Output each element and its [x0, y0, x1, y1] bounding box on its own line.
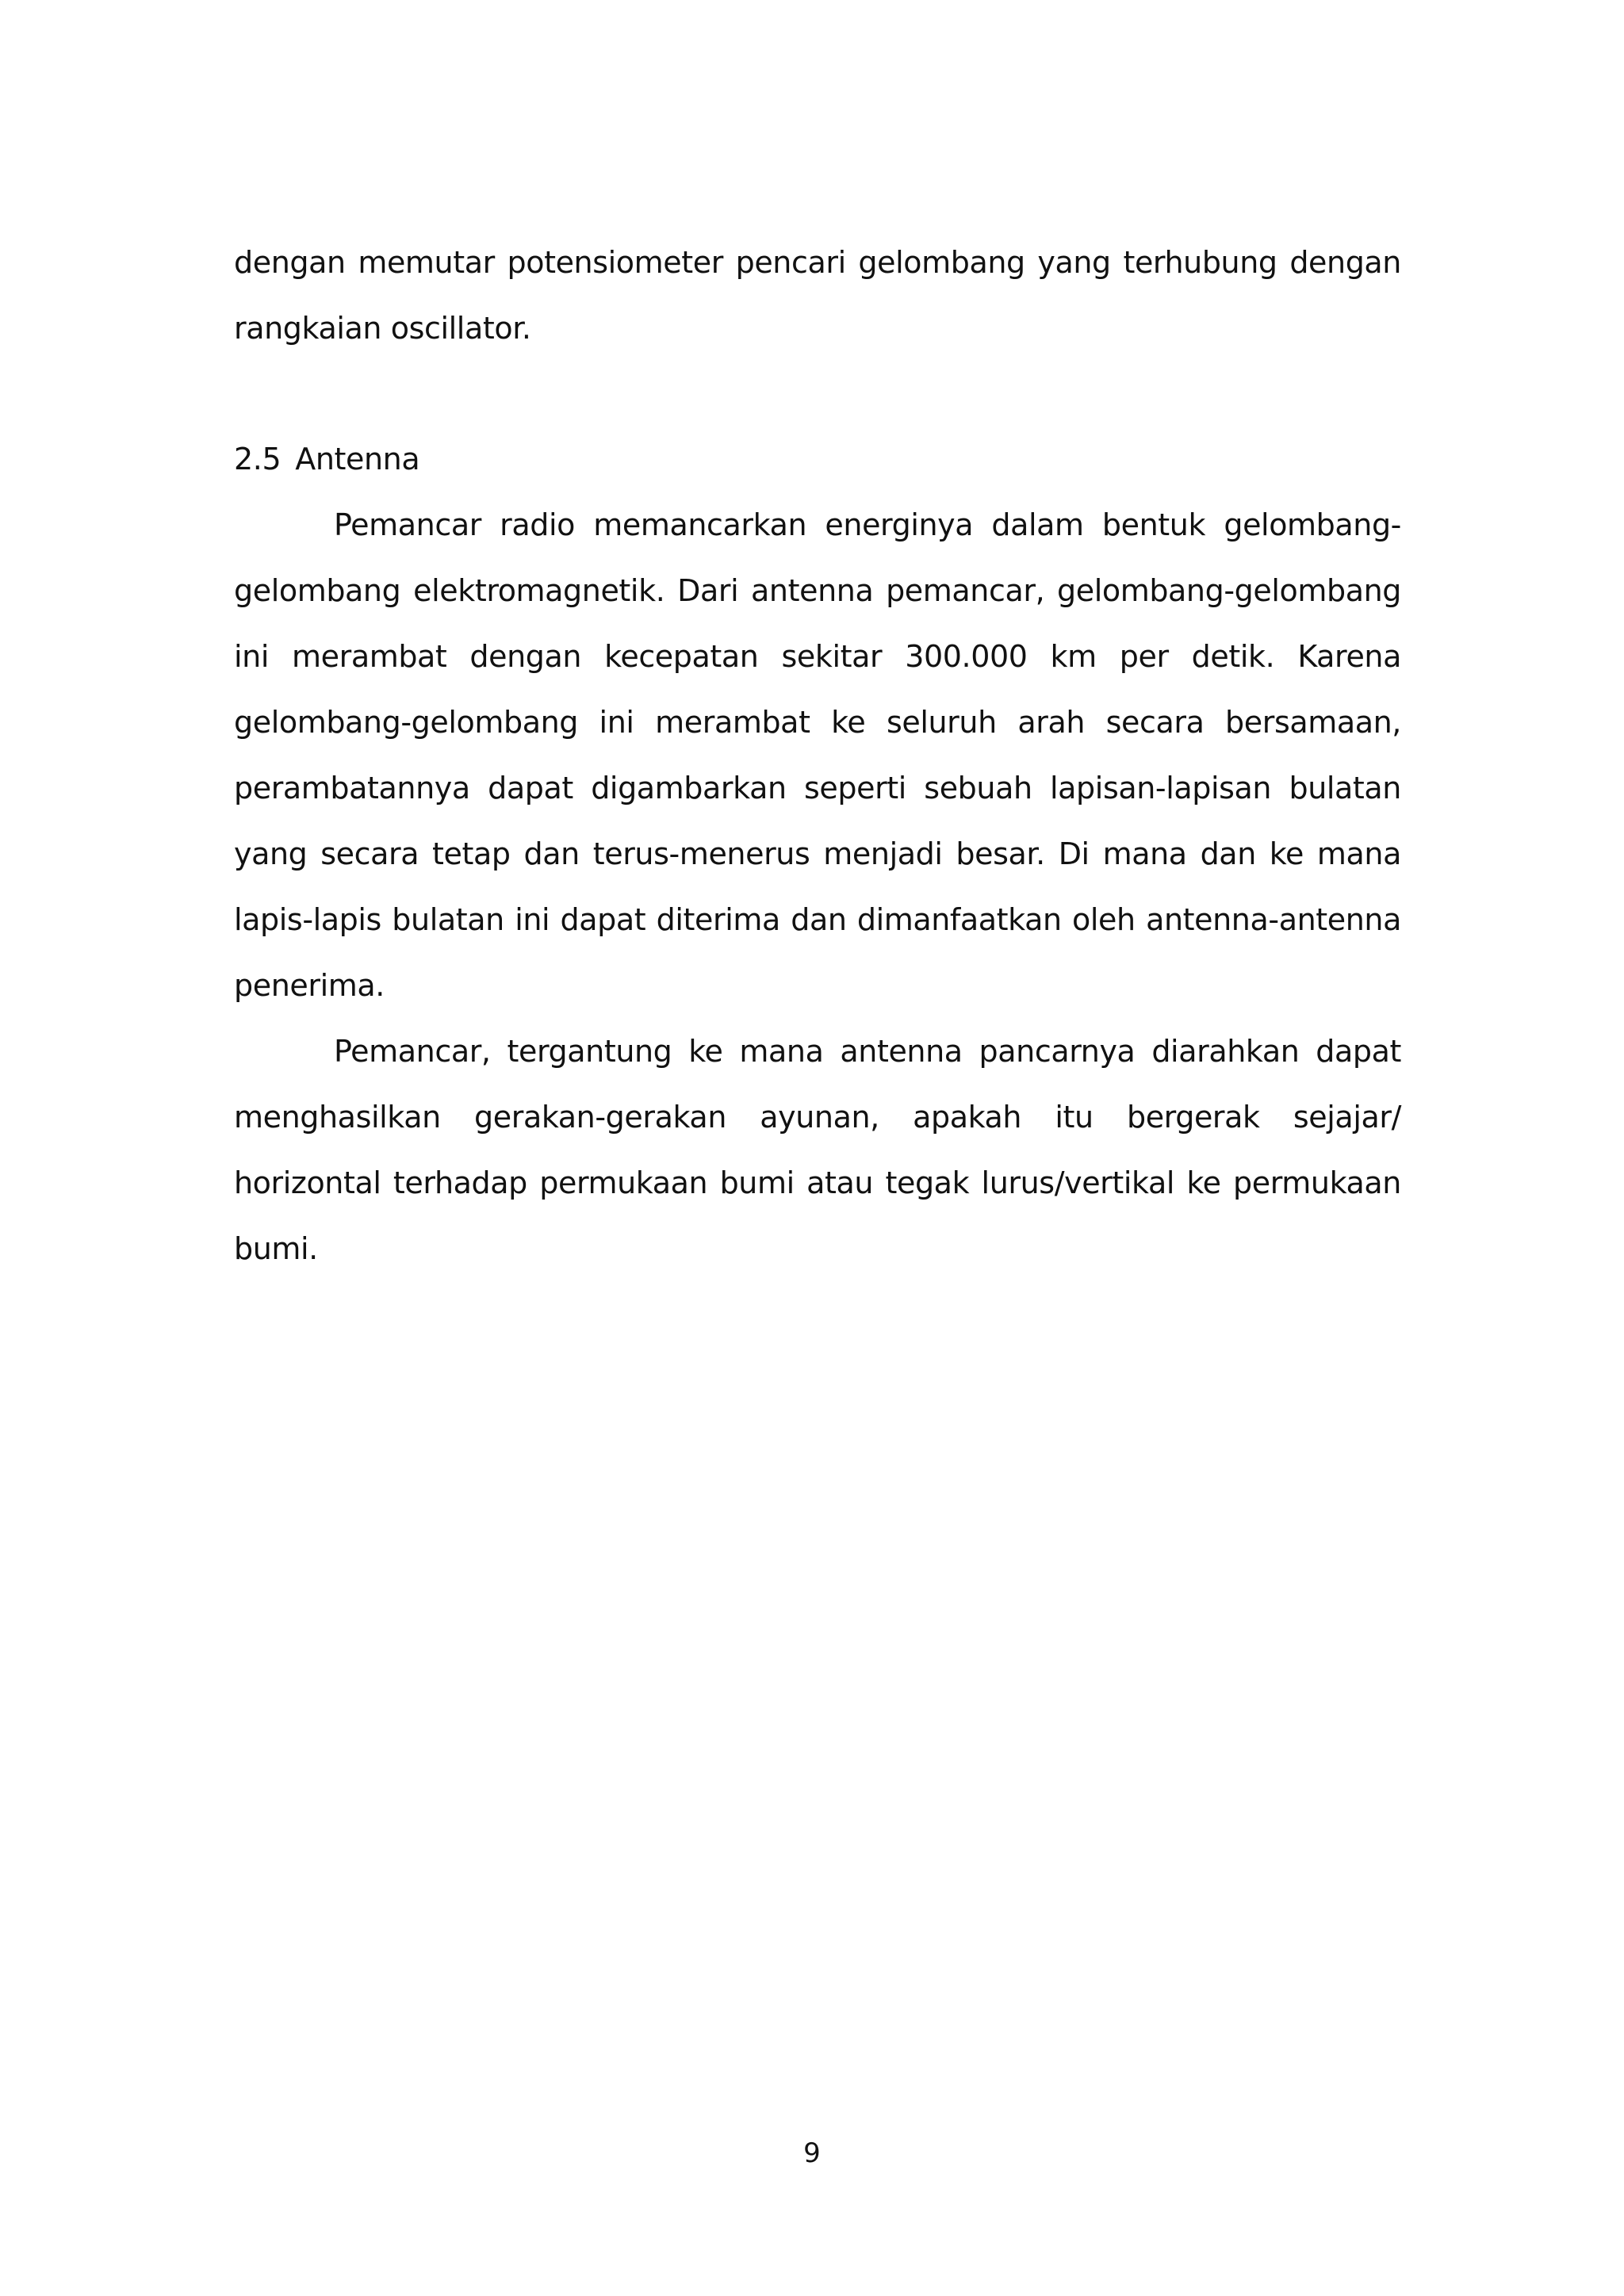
- continuation-paragraph: dengan memutar potensiometer pencari gelombang yang terhubung dengan rangkaian oscillator.: [234, 245, 1401, 346]
- body-paragraph-2: Pemancar, tergantung ke mana antenna pancarnya diarahkan dapat menghasilkan gerakan-gerakan ayunan, apakah itu bergerak sejajar/ horizontal terhadap permukaan bumi atau tegak lurus/vertikal ke permukaan bumi.: [234, 1034, 1401, 1266]
- body-paragraph-1: Pemancar radio memancarkan energinya dalam bentuk gelombang-gelombang elektromagnetik. Dari antenna pemancar, gelombang-gelombang ini merambat dengan kecepatan sekitar 300.000 km per detik. Karena gelombang-gelombang ini merambat ke seluruh arah secara bersamaan, perambatannya dapat digambarkan seperti sebuah lapisan-lapisan bulatan yang secara tetap dan terus-menerus menjadi besar. Di mana dan ke mana lapis-lapis bulatan ini dapat diterima dan dimanfaatkan oleh antenna-antenna penerima.: [234, 507, 1401, 1003]
- section-title: Antenna: [295, 442, 420, 476]
- page-number: 9: [803, 2137, 821, 2169]
- page-body: [234, 230, 1401, 1282]
- section-number: 2.5: [234, 442, 282, 476]
- section-heading: [234, 427, 1401, 492]
